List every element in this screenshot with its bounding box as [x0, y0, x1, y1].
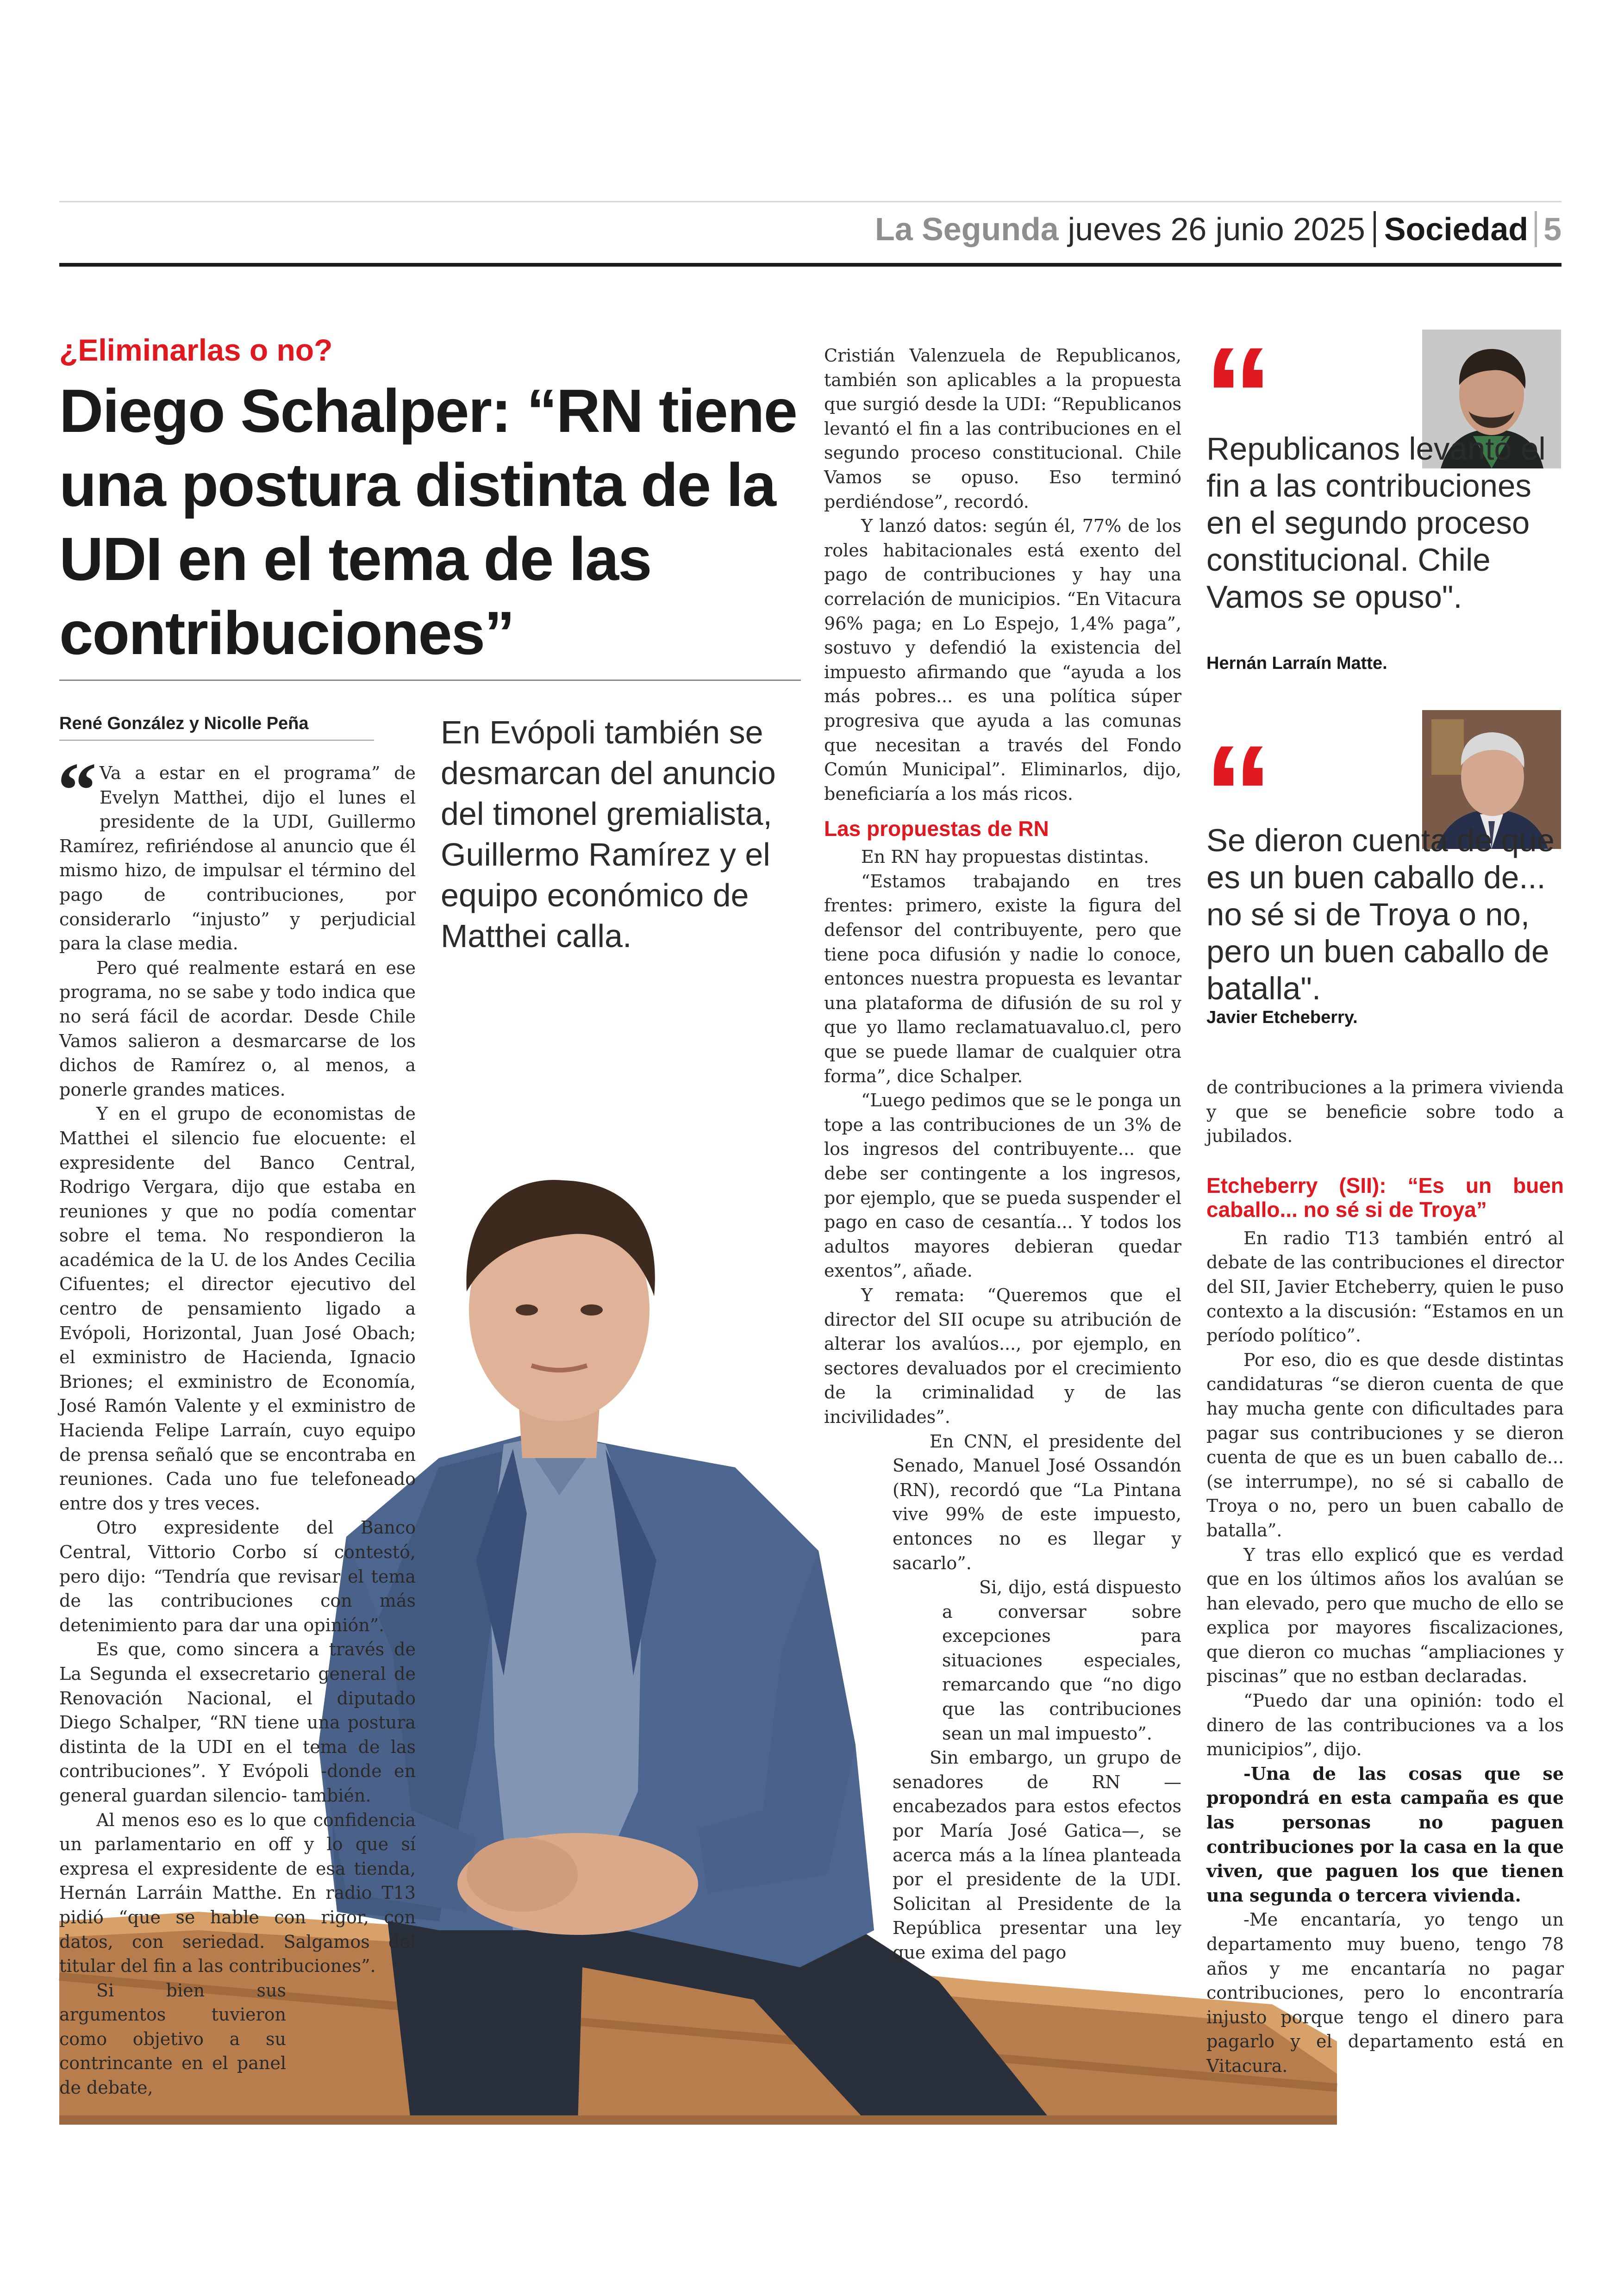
subheading: Etcheberry (SII): “Es un buen caballo... no sé si de Troya” — [1206, 1173, 1564, 1222]
paragraph: Y remata: “Queremos que el director del SII ocupe su atribución de alterar los avalúos..., por ejemplo, en sectores devaluados por el crecimiento de la criminalidad y de las incivilidades”. — [824, 1285, 1181, 1427]
pull-text: En Evópoli también se desmarcan del anuncio del timonel gremialista, Guillermo Ramírez y el equipo económico de Matthei calla. — [441, 714, 776, 954]
opening-quote-mark: “ — [57, 747, 97, 834]
paragraph: de contribuciones a la primera vivienda y que se beneficie sobre todo a jubilados. — [1206, 1077, 1564, 1147]
quote-mark-icon: “ — [1204, 318, 1273, 474]
paragraph: “Estamos trabajando en tres frentes: primero, existe la figura del defensor del contribuyente, pero que tiene poca difusión y nadie lo conoce, entonces nuestra propuesta es levantar una plataforma de difusión de su rol y que yo llamo reclamatuavaluo.cl, pero que se puede llamar de cualquier otra forma”, dice Schalper. — [824, 871, 1181, 1086]
headline-rule — [59, 680, 801, 681]
article-column-2 — [824, 343, 1181, 1965]
masthead-divider — [1374, 211, 1376, 247]
paragraph: Y tras ello explicó que es verdad que en los últimos años los avalúan se han elevado, pero que mucho de ello se explica por mayores fiscalizaciones, que dieron co muchas “ampliaciones y piscinas” que no estban declaradas. — [1206, 1544, 1564, 1687]
header-top-rule — [59, 201, 1562, 202]
masthead — [875, 204, 1562, 255]
quote-1-attribution: Hernán Larraín Matte. — [1206, 654, 1387, 673]
paragraph: Es que, como sincera a través de La Segunda el exsecretario general de Renovación Nacional, el diputado Diego Schalper, “RN tiene una postura distinta de la UDI en el tema de las contribuciones”. Y Evópoli -donde en general guardan silencio- también. — [59, 1639, 416, 1806]
quote-1-text: Republicanos levantó el fin a las contribuciones en el segundo proceso constitucional. Chile Vamos se opuso". — [1206, 431, 1546, 615]
paragraph — [57, 747, 416, 956]
paragraph: “Puedo dar una opinión: todo el dinero de las contribuciones va a los municipios”, dijo. — [1206, 1690, 1564, 1760]
article-byline: René González y Nicolle Peña — [59, 714, 309, 733]
article-headline: Diego Schalper: “RN tiene una postura distinta de la UDI en el tema de las contribuciones” — [59, 377, 797, 667]
paragraph: Si, dijo, está dispuesto a conversar sobre excepciones para situaciones especiales, remarcando que “no digo que las contribuciones sean un mal impuesto”. — [942, 1577, 1181, 1744]
byline-rule — [59, 740, 374, 741]
paragraph: Si bien sus argumentos tuvieron como objetivo a su contrincante en el panel de debate, — [59, 1980, 286, 2098]
paragraph: Al menos eso es lo que confidencia un parlamentario en off y lo que sí expresa el expresidente de esa tienda, Hernán Larráin Matthe. En radio T13 pidió “que se hable con rigor, con datos, con seriedad. Salgamos del titular del fin a las contribuciones”. — [59, 1809, 416, 1977]
article-column-1 — [57, 747, 416, 2100]
paragraph: En CNN, el presidente del Senado, Manuel José Ossandón (RN), recordó que “La Pintana vive 99% de este impuesto, entonces no es llegar y sacarlo”. — [893, 1431, 1181, 1573]
header-bottom-rule — [59, 263, 1562, 267]
paragraph: Pero qué realmente estará en ese programa, no se sabe y todo indica que no será fácil de acordar. Desde Chile Vamos salieron a desmarcarse de los dichos de Ramírez o, al menos, a ponerle grandes matices. — [59, 957, 416, 1100]
page-divider — [1535, 211, 1537, 247]
issue-date: jueves 26 junio 2025 — [1068, 211, 1365, 247]
paragraph: -Me encantaría, yo tengo un departamento muy bueno, tengo 78 años y me encantaría no pagar contribuciones, pero lo encontraría injusto porque tengo el dinero para pagarlo y el departamento está en Vitacura. — [1206, 1909, 1564, 2076]
quote-mark-icon: “ — [1204, 716, 1273, 872]
paragraph: Y lanzó datos: según él, 77% de los roles habitacionales está exento del pago de contribuciones y hay una correlación de municipios. “En Vitacura 96% paga; en Lo Espejo, 1,4% paga”, sostuvo y defendió la existencia del impuesto afirmando que “ayuda a los más pobres... es una política súper progresiva que ayuda a las comunas que necesitan a través del Fondo Común Municipal”. Eliminarlos, dijo, beneficiaría a los más ricos. — [824, 516, 1181, 804]
page-number: 5 — [1543, 211, 1562, 247]
article-kicker: ¿Eliminarlas o no? — [59, 333, 333, 367]
subheading: Las propuestas de RN — [824, 817, 1049, 841]
paragraph: Y en el grupo de economistas de Matthei el silencio fue elocuente: el expresidente del Banco Central, Rodrigo Vergara, dijo que estaba en reuniones y que no podía comentar sobre el tema. No respondieron la académica de la U. de los Andes Cecilia Cifuentes; el director ejecutivo del centro de pensamiento ligado a Evópoli, Horizontal, Juan José Obach; el exministro de Hacienda, Ignacio Briones; el exministro de Economía, José Ramón Valente y el exministro de Hacienda Felipe Larraín, cuyo equipo de prensa señaló que se encontraba en reuniones. Cada uno fue telefoneado entre dos y tres veces. — [59, 1104, 416, 1514]
quote-2-attribution: Javier Etcheberry. — [1206, 1008, 1358, 1027]
paragraph: Sin embargo, un grupo de senadores de RN —encabezados para estos efectos por María José Gatica—, se acerca más a la línea planteada por el presidente de la UDI. Solicitan al Presidente de la República presentar una ley que exima del pago — [893, 1747, 1181, 1963]
paragraph: En radio T13 también entró al debate de las contribuciones el director del SII, Javier Etcheberry, quien le puso contexto a la discusión: “Estamos en un período político”. — [1206, 1228, 1564, 1346]
paragraph-text: Va a estar en el programa” de Evelyn Matthei, dijo el lunes el presidente de la UDI, Guillermo Ramírez, refiriéndose al anuncio que él mismo hizo, de impulsar el término del pago de contribuciones, por considerarlo “injusto” y perjudicial para la clase media. — [59, 763, 416, 954]
paragraph: Por eso, dio es que desde distintas candidaturas “se dieron cuenta de que hay mucha gente con dificultades para pagar sus contribuciones y se dieron cuenta de que es un buen caballo de... (se interrumpe), no sé si caballo de Troya o no, pero un buen caballo de batalla”. — [1206, 1349, 1564, 1540]
paragraph: Otro expresidente del Banco Central, Vittorio Corbo sí contestó, pero dijo: “Tendría que revisar el tema de las contribuciones con más detenimiento para dar una opinión”. — [59, 1517, 416, 1635]
paragraph: “Luego pedimos que se le ponga un tope a las contribuciones de un 3% de los ingresos del contribuyente... que debe ser contingente a los ingresos, por ejemplo, que se pueda suspender el pago en caso de cesantía... Y todos los adultos mayores debieran quedar exentos”, añade. — [824, 1090, 1181, 1281]
paragraph: En RN hay propuestas distintas. — [861, 847, 1149, 867]
newspaper-brand: La Segunda — [874, 211, 1059, 247]
article-column-3 — [1206, 1075, 1564, 2078]
quote-2-text: Se dieron cuenta de que es un buen caballo de... no sé si de Troya o no, pero un buen caballo de batalla". — [1206, 823, 1555, 1006]
section-name: Sociedad — [1384, 211, 1529, 247]
paragraph: Cristián Valenzuela de Republicanos, también son aplicables a la propuesta que surgió desde la UDI: “Republicanos levantó el fin a las contribuciones en el segundo proceso constitucional. Chile Vamos se opuso. Eso terminó perdiéndose”, recordó. — [824, 345, 1181, 512]
interview-question: -Una de las cosas que se propondrá en esta campaña es que las personas no paguen contribuciones por la casa en la que viven, que paguen los que tienen una segunda o tercera vivienda. — [1206, 1763, 1564, 1906]
